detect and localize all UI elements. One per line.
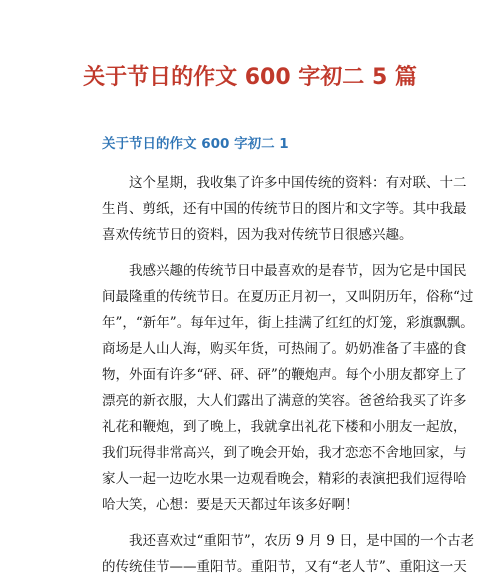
- paragraph-line: 漂亮的新衣服，大人们露出了满意的笑容。爸爸给我买了许多: [102, 393, 467, 409]
- paragraph-line: 年”，“新年”。每年过年，街上挂满了红红的灯笼，彩旗飘飘。: [102, 315, 474, 331]
- paragraph-line: 我们玩得非常高兴，到了晚会开始，我才恋恋不舍地回家，与: [102, 445, 467, 461]
- paragraph-line: 间最隆重的传统节日。在夏历正月初一，又叫阴历年，俗称“过: [102, 289, 474, 305]
- paragraph-line: 商场是人山人海，购买年货，可热闹了。奶奶准备了丰盛的食: [102, 341, 467, 357]
- paragraph-line: 礼花和鞭炮，到了晚上，我就拿出礼花下楼和小朋友一起放，: [102, 419, 467, 435]
- paragraph-line: 的传统佳节——重阳节。重阳节，又有“老人节”、重阳这一天: [102, 559, 467, 575]
- paragraph-2: [102, 258, 474, 518]
- paragraph-line: 我还喜欢过“重阳节”，农历 9 月 9 日，是中国的一个古老: [129, 533, 475, 549]
- document-title: 关于节日的作文 600 字初二 5 篇: [83, 65, 417, 90]
- paragraph-line: 物，外面有许多“砰、砰、砰”的鞭炮声。每个小朋友都穿上了: [102, 367, 467, 383]
- paragraph-line: 家人一起一边吃水果一边观看晚会，精彩的表演把我们逗得哈: [102, 471, 467, 487]
- paragraph-3: [102, 528, 475, 580]
- section-heading: 关于节日的作文 600 字初二 1: [102, 136, 289, 152]
- paragraph-line: 我感兴趣的传统节日中最喜欢的是春节，因为它是中国民: [129, 263, 467, 279]
- paragraph-1: [102, 170, 467, 248]
- paragraph-line: 哈大笑，心想：要是天天都过年该多好啊！: [102, 497, 359, 513]
- paragraph-line: 这个星期，我收集了许多中国传统的资料：有对联、十二: [129, 175, 467, 191]
- paragraph-line: 生肖、剪纸，还有中国的传统节日的图片和文字等。其中我最: [102, 201, 467, 217]
- paragraph-line: 喜欢传统节日的资料，因为我对传统节日很感兴趣。: [102, 227, 413, 243]
